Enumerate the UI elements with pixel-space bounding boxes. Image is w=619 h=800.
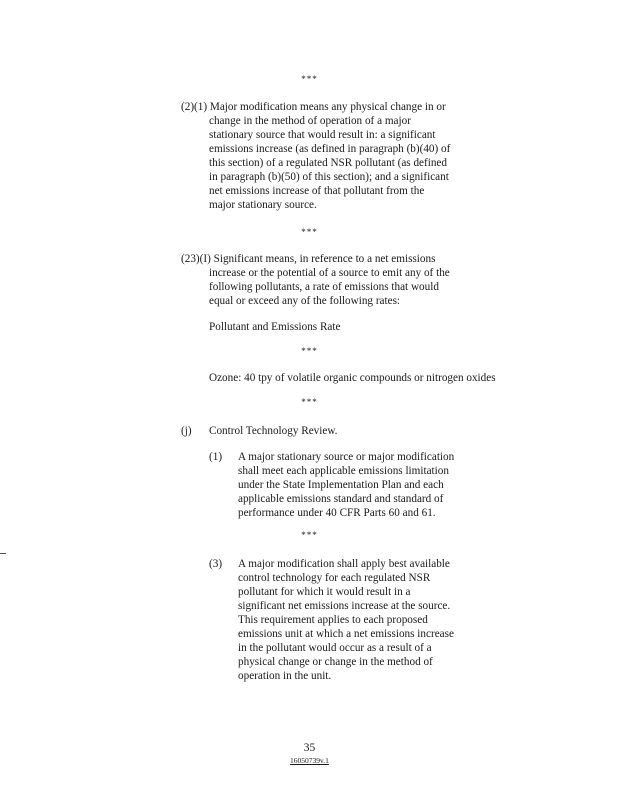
separator-asterisks: *** (301, 530, 318, 540)
text-line: (23)(I) Significant means, in reference to a net emissions (181, 253, 436, 265)
item-label: (1) (209, 451, 223, 463)
text-line: equal or exceed any of the following rates: (209, 295, 401, 307)
separator-asterisks: *** (301, 346, 318, 356)
text-line: under the State Implementation Plan and each (238, 479, 444, 491)
text-line: net emissions increase of that pollutant from the (209, 185, 425, 197)
text-line: emissions unit at which a net emissions increase (238, 628, 454, 640)
text-line: This requirement applies to each proposed (238, 614, 428, 626)
text-line: stationary source that would result in: a significant (209, 129, 436, 141)
separator-asterisks: *** (301, 74, 318, 84)
section-title: Control Technology Review. (209, 425, 338, 437)
text-line: physical change or change in the method of (238, 656, 433, 668)
text-line: operation in the unit. (238, 670, 332, 682)
text-line: applicable emissions standard and standard of (238, 493, 444, 505)
item-label: (3) (209, 558, 223, 570)
text-line: control technology for each regulated NSR (238, 572, 431, 584)
text-line: major stationary source. (209, 199, 317, 211)
text-line: in paragraph (b)(50) of this section); and a significant (209, 171, 449, 183)
text-line: in the pollutant would occur as a result of a (238, 642, 432, 654)
separator-asterisks: *** (301, 397, 318, 407)
text-line: shall meet each applicable emissions limitation (238, 465, 449, 477)
text-line: change in the method of operation of a major (209, 115, 411, 127)
text-line: this section) of a regulated NSR pollutant (as defined (209, 157, 447, 169)
text-line: pollutant for which it would result in a (238, 586, 411, 598)
text-line: increase or the potential of a source to emit any of the (209, 267, 450, 279)
text-line: A major modification shall apply best available (238, 558, 450, 570)
margin-mark (0, 553, 6, 554)
text-line: significant net emissions increase at the source. (238, 600, 451, 612)
text-line: (2)(1) Major modification means any physical change in or (181, 101, 446, 113)
table-header: Pollutant and Emissions Rate (209, 321, 341, 333)
ozone-rate-row: Ozone: 40 tpy of volatile organic compounds or nitrogen oxides (209, 372, 496, 384)
text-line: following pollutants, a rate of emissions that would (209, 281, 439, 293)
text-line: performance under 40 CFR Parts 60 and 61. (238, 507, 436, 519)
text-line: A major stationary source or major modification (238, 451, 455, 463)
page-number: 35 (303, 742, 316, 754)
separator-asterisks: *** (301, 227, 318, 237)
document-id: 16050739v.1 (290, 756, 329, 765)
text-line: emissions increase (as defined in paragraph (b)(40) of (209, 143, 451, 155)
section-label: (j) (181, 425, 192, 437)
